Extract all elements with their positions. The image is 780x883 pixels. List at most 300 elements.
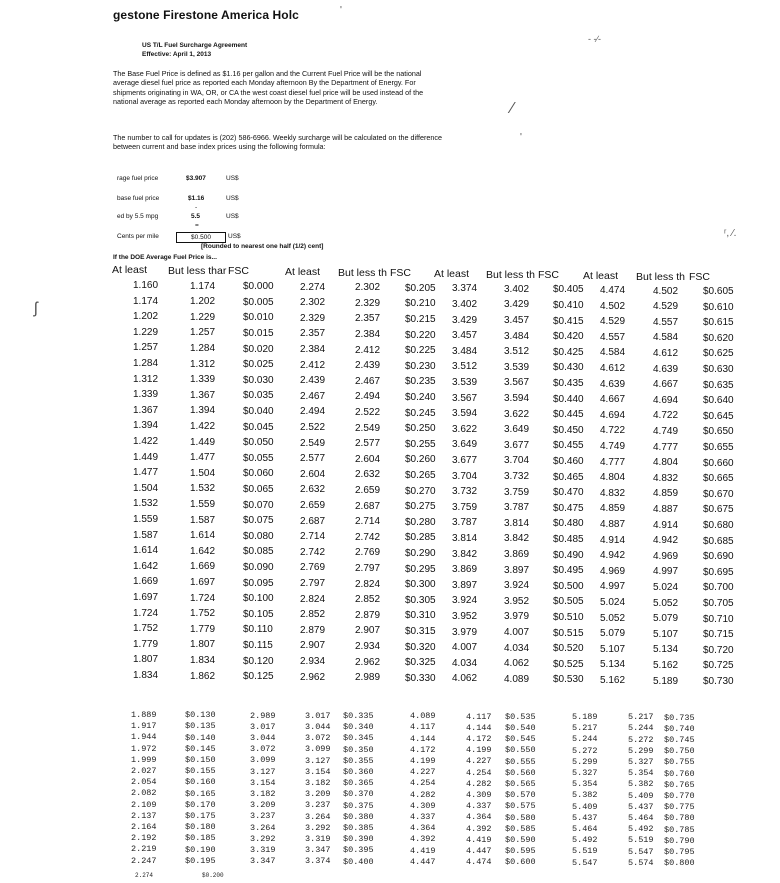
table-cell: 4.942 (600, 550, 626, 562)
table-cell: 3.842 (452, 548, 478, 560)
table-cell: 2.604 (355, 453, 381, 465)
table-cell: 4.557 (653, 316, 679, 328)
scan-mark: ' (520, 132, 522, 143)
table-cell: 1.642 (133, 560, 159, 572)
table-cell: $0.725 (703, 660, 734, 672)
table-cell: 4.227 (410, 767, 436, 778)
table-cell: 5.079 (653, 613, 679, 625)
table-cell: 5.272 (628, 734, 654, 745)
table-cell: 1.312 (133, 373, 159, 385)
table-cell: 3.044 (250, 732, 276, 743)
table-cell: $0.455 (553, 440, 584, 452)
table-cell: 1.559 (190, 498, 216, 510)
table-cell: $0.030 (243, 374, 274, 386)
table-cell: $0.130 (185, 710, 216, 721)
table-cell: 5.189 (653, 675, 679, 687)
table-cell: $0.315 (405, 625, 436, 637)
table-cell: 5.244 (572, 734, 598, 745)
table-cell: 1.202 (133, 311, 159, 323)
table-cell: 1.807 (190, 639, 216, 651)
table-cell: $0.730 (703, 676, 734, 688)
scan-mark: - -∕- (588, 34, 601, 44)
table-cell: 4.199 (466, 745, 492, 756)
table-cell: $0.300 (405, 579, 436, 591)
table-cell: 4.584 (653, 332, 679, 344)
table-cell: 2.329 (355, 297, 381, 309)
table-cell: 5.492 (628, 824, 654, 835)
table-cell: $0.115 (243, 639, 273, 651)
col-header: FSC (228, 265, 249, 277)
table-cell: 2.797 (355, 563, 381, 574)
table-cell: 3.677 (504, 439, 530, 451)
formula-unit-avg: US$ (226, 175, 239, 182)
table-cell: 2.632 (355, 469, 381, 481)
scan-mark: ʳ, ⁄. (724, 228, 737, 239)
table-cell: $0.610 (703, 301, 734, 313)
table-cell: $0.135 (185, 721, 216, 732)
table-cell: 2.604 (300, 468, 326, 480)
table-cell: $0.800 (664, 858, 695, 869)
table-cell: 1.944 (131, 732, 157, 743)
table-cell: 4.914 (653, 519, 679, 531)
table-cell: 3.237 (305, 800, 331, 811)
table-cell: $0.415 (553, 315, 584, 327)
table-cell: 4.997 (600, 581, 626, 593)
table-cell: 4.117 (410, 722, 436, 733)
table-cell: $0.240 (405, 391, 436, 403)
table-cell: 4.529 (653, 301, 679, 313)
trailing-fsc: $0.200 (202, 872, 224, 879)
table-cell: 5.162 (653, 659, 679, 671)
table-cell: $0.435 (553, 378, 584, 389)
table-cell: 1.449 (190, 436, 216, 448)
table-cell: $0.120 (243, 655, 274, 667)
table-cell: 1.752 (133, 623, 159, 635)
table-cell: 1.587 (133, 529, 159, 541)
cents-per-mile-box: $0.500 (176, 232, 226, 243)
formula-label-mpg: ed by 5.5 mpg (117, 213, 159, 220)
table-cell: $0.645 (703, 410, 734, 422)
table-cell: 4.694 (653, 394, 679, 406)
table-cell: 3.182 (250, 788, 276, 799)
table-cell: 2.302 (300, 297, 326, 309)
table-cell: $0.665 (703, 473, 734, 485)
table-cell: 3.264 (305, 811, 331, 822)
table-cell: 3.732 (452, 486, 478, 498)
table-cell: 3.842 (504, 533, 530, 545)
table-cell: $0.445 (553, 409, 584, 421)
table-cell: $0.740 (664, 723, 695, 734)
table-cell: 3.512 (452, 361, 478, 373)
table-cell: 2.714 (300, 531, 326, 543)
table-cell: 4.172 (410, 744, 436, 755)
table-cell: $0.620 (703, 332, 734, 344)
table-cell: $0.600 (505, 857, 536, 868)
table-cell: $0.540 (505, 722, 536, 733)
table-cell: $0.670 (703, 488, 734, 500)
table-cell: $0.195 (185, 855, 216, 866)
table-cell: $0.675 (703, 504, 734, 516)
table-cell: 4.419 (466, 834, 492, 845)
base-fuel-paragraph: The Base Fuel Price is defined as $1.16 per gallon and the Current Fuel Price will be the national average diesel fuel price as reported each Monday afternoon By the Department of Energy. For shipments originating in WA, OR, or CA the west coast diesel fuel price will be used instead of the national average as reported each Monday afternoon by the Department of Energy. (113, 69, 424, 107)
table-cell: 4.474 (466, 857, 492, 868)
table-cell: 3.539 (504, 361, 530, 373)
table-cell: 1.477 (190, 452, 216, 464)
table-cell: 1.394 (133, 420, 159, 432)
scan-mark: ⁄ (511, 100, 514, 117)
table-cell: 4.804 (653, 457, 679, 469)
table-cell: 2.412 (355, 344, 381, 356)
formula-label-base: base fuel price (117, 195, 160, 202)
table-cell: 2.934 (300, 656, 326, 668)
table-cell: 5.217 (628, 712, 654, 723)
table-cell: 4.089 (410, 711, 436, 722)
table-cell: 3.649 (452, 439, 478, 451)
table-cell: 3.897 (504, 564, 530, 576)
table-cell: 3.182 (305, 777, 331, 788)
table-cell: $0.175 (185, 811, 216, 822)
table-cell: 4.282 (410, 789, 436, 800)
table-cell: $0.080 (243, 530, 274, 542)
table-cell: $0.230 (405, 360, 436, 372)
document-title: gestone Firestone America Holc (113, 8, 299, 22)
table-cell: 2.247 (131, 855, 157, 866)
formula-unit-cpm: US$ (228, 233, 241, 240)
table-cell: $0.545 (505, 734, 536, 745)
table-cell: 3.402 (452, 298, 478, 310)
table-cell: 1.339 (133, 389, 159, 401)
table-cell: 5.327 (628, 757, 654, 768)
table-cell: 3.099 (305, 744, 331, 755)
scan-mark: ' (340, 5, 342, 16)
table-cell: 2.659 (355, 485, 381, 496)
table-cell: $0.390 (343, 834, 374, 845)
table-cell: 4.859 (653, 488, 679, 500)
table-cell: $0.520 (553, 643, 584, 655)
table-cell: 4.447 (466, 845, 492, 856)
table-cell: 1.642 (190, 545, 216, 557)
table-cell: $0.210 (405, 298, 436, 310)
table-cell: $0.430 (553, 362, 584, 374)
formula-operator-equals: = (195, 222, 199, 229)
table-cell: $0.710 (703, 613, 734, 625)
formula-unit-base: US$ (226, 195, 239, 202)
table-cell: $0.510 (553, 612, 584, 623)
table-cell: $0.280 (405, 516, 436, 528)
table-cell: $0.340 (343, 722, 374, 733)
table-cell: 2.549 (300, 437, 326, 449)
table-cell: 3.429 (504, 299, 530, 311)
formula-value-avg: $3.907 (186, 175, 206, 182)
table-cell: $0.770 (664, 790, 695, 801)
table-cell: $0.790 (664, 835, 695, 846)
table-cell: 2.439 (355, 360, 381, 372)
table-cell: $0.615 (703, 317, 734, 329)
table-cell: 4.392 (466, 823, 492, 834)
table-cell: 1.779 (133, 638, 159, 650)
table-cell: 4.639 (600, 378, 626, 390)
table-cell: $0.265 (405, 469, 436, 481)
table-cell: 1.449 (133, 451, 159, 463)
table-cell: 4.749 (600, 440, 626, 452)
table-cell: 4.034 (452, 657, 478, 669)
table-cell: 2.384 (355, 329, 381, 340)
table-cell: 2.467 (355, 375, 381, 387)
table-cell: $0.525 (553, 658, 584, 670)
table-cell: 3.787 (452, 517, 478, 529)
table-cell: 4.969 (653, 550, 679, 562)
table-cell: 5.134 (653, 644, 679, 656)
table-cell: 2.769 (355, 547, 381, 559)
table-cell: 2.329 (300, 312, 326, 324)
table-cell: 4.969 (600, 565, 626, 577)
table-cell: 2.384 (300, 344, 326, 356)
table-cell: 1.504 (133, 482, 159, 494)
table-cell: $0.345 (343, 733, 374, 744)
table-cell: 2.467 (300, 390, 326, 402)
table-cell: 3.319 (305, 833, 331, 844)
table-cell: 3.759 (504, 486, 530, 498)
table-cell: 5.107 (600, 643, 626, 655)
table-cell: $0.755 (664, 757, 695, 768)
table-cell: 4.419 (410, 845, 436, 856)
table-cell: $0.205 (405, 282, 436, 294)
table-cell: $0.145 (185, 743, 216, 754)
table-cell: 1.614 (190, 530, 216, 542)
effective-date: Effective: April 1, 2013 (142, 51, 212, 58)
table-cell: 4.777 (653, 441, 679, 453)
table-cell: 3.127 (250, 766, 276, 777)
table-cell: 5.437 (572, 812, 598, 823)
table-cell: 1.697 (190, 576, 216, 588)
col-header: But less th (486, 269, 536, 281)
table-cell: 4.804 (600, 472, 626, 484)
table-cell: $0.795 (664, 846, 695, 857)
table-cell: $0.220 (405, 329, 436, 341)
table-cell: $0.565 (505, 778, 536, 789)
table-cell: 4.337 (466, 801, 492, 812)
table-cell: 3.539 (452, 376, 478, 388)
table-cell: $0.255 (405, 438, 436, 450)
table-cell: $0.460 (553, 456, 584, 467)
table-cell: $0.640 (703, 395, 734, 407)
table-cell: 3.897 (452, 579, 478, 591)
table-cell: $0.735 (664, 712, 695, 723)
table-cell: 2.137 (131, 810, 157, 821)
table-cell: $0.190 (185, 844, 216, 855)
formula-unit-mpg: US$ (226, 213, 239, 220)
table-cell: $0.785 (664, 824, 695, 835)
table-cell: 3.347 (250, 856, 276, 867)
table-cell: $0.450 (553, 424, 584, 436)
table-cell: 3.952 (452, 610, 478, 622)
table-cell: $0.440 (553, 393, 584, 405)
table-cell: $0.035 (243, 390, 274, 402)
table-cell: $0.125 (243, 671, 274, 683)
table-cell: 4.529 (600, 316, 626, 328)
table-cell: 2.687 (355, 500, 381, 512)
table-cell: 2.907 (355, 625, 381, 637)
table-cell: 4.364 (466, 812, 492, 823)
table-cell: 3.649 (504, 424, 530, 436)
table-cell: 4.667 (653, 379, 679, 391)
table-cell: 2.494 (300, 406, 326, 418)
table-cell: 1.284 (190, 342, 216, 354)
table-cell: $0.635 (703, 379, 734, 391)
table-cell: 4.144 (466, 722, 492, 733)
table-cell: 2.879 (355, 609, 381, 621)
table-cell: $0.110 (243, 624, 273, 636)
table-cell: 1.724 (190, 592, 216, 604)
table-cell: $0.580 (505, 812, 536, 823)
table-cell: 1.367 (133, 404, 159, 416)
table-cell: 1.917 (131, 721, 157, 732)
table-cell: 1.834 (133, 670, 159, 681)
trailing-at-least: 2.274 (135, 872, 154, 879)
table-cell: 3.017 (305, 710, 331, 721)
table-cell: 1.834 (190, 654, 216, 666)
table-cell: 2.989 (355, 672, 381, 684)
table-cell: 2.027 (131, 766, 157, 776)
table-cell: 2.852 (355, 594, 381, 606)
table-cell: $0.005 (243, 296, 274, 308)
table-cell: 3.787 (504, 502, 530, 514)
table-cell: 3.072 (250, 744, 276, 755)
table-cell: 3.924 (504, 580, 530, 592)
table-cell: 5.272 (572, 745, 598, 756)
table-cell: $0.745 (664, 734, 695, 745)
table-cell: 1.174 (133, 295, 159, 307)
table-cell: $0.370 (343, 789, 374, 800)
table-cell: $0.495 (553, 565, 584, 577)
agreement-title: US T/L Fuel Surcharge Agreement (142, 42, 248, 49)
table-cell: $0.485 (553, 534, 584, 545)
table-cell: 1.807 (133, 654, 159, 666)
table-cell: $0.090 (243, 561, 274, 573)
table-cell: 2.522 (355, 407, 381, 418)
table-cell: 3.594 (504, 393, 530, 405)
table-cell: $0.695 (703, 566, 734, 578)
table-cell: 5.437 (628, 801, 654, 812)
table-cell: 5.327 (572, 768, 598, 778)
table-cell: 2.082 (131, 788, 157, 799)
table-cell: 2.219 (131, 844, 157, 855)
table-cell: $0.270 (405, 485, 436, 497)
table-cell: 1.504 (190, 467, 216, 479)
table-cell: $0.355 (343, 755, 374, 766)
table-cell: 4.309 (466, 789, 492, 800)
table-cell: 5.299 (572, 756, 598, 767)
table-cell: 4.007 (504, 627, 530, 639)
table-cell: 3.622 (504, 408, 530, 420)
table-cell: 2.357 (300, 328, 326, 340)
table-cell: 3.869 (452, 564, 478, 576)
table-cell: 4.089 (504, 673, 530, 685)
table-cell: 3.127 (305, 755, 331, 766)
col-header: FSC (390, 267, 411, 279)
table-cell: 5.519 (628, 835, 654, 846)
table-cell: 4.859 (600, 503, 626, 515)
table-cell: 5.079 (600, 628, 626, 640)
col-header: At least (112, 264, 148, 276)
col-header: FSC (689, 271, 710, 283)
table-cell: $0.000 (243, 281, 274, 293)
table-cell: $0.535 (505, 711, 536, 722)
table-cell: 1.724 (133, 607, 159, 619)
table-cell: 4.144 (410, 733, 436, 744)
table-cell: 4.254 (410, 778, 436, 789)
table-cell: 3.457 (504, 315, 530, 327)
table-cell: $0.225 (405, 345, 436, 357)
table-cell: $0.245 (405, 407, 436, 419)
table-cell: 3.099 (250, 755, 276, 766)
table-cell: 3.567 (504, 377, 530, 389)
table-cell: $0.395 (343, 845, 374, 856)
table-cell: 4.474 (600, 284, 626, 296)
table-cell: 3.429 (452, 314, 478, 326)
table-cell: 3.952 (504, 595, 530, 607)
table-cell: $0.330 (405, 672, 436, 684)
table-cell: 2.659 (300, 500, 326, 512)
table-cell: 4.832 (653, 472, 679, 484)
table-cell: 1.889 (131, 710, 157, 720)
formula-label-avg: rage fuel price (117, 175, 159, 182)
table-cell: 3.292 (305, 822, 331, 833)
col-header: FSC (538, 269, 559, 281)
table-cell: 1.532 (133, 498, 159, 510)
table-cell: 3.704 (452, 470, 478, 482)
formula-value-mpg: 5.5 (191, 213, 201, 220)
scan-mark: ʃ (34, 300, 38, 317)
table-cell: $0.380 (343, 811, 374, 822)
table-cell: 2.824 (355, 578, 381, 590)
table-cell: $0.150 (185, 755, 216, 766)
table-cell: 5.217 (572, 723, 598, 734)
table-cell: 2.632 (300, 484, 326, 496)
table-cell: 4.117 (466, 711, 492, 722)
table-cell: 2.192 (131, 833, 157, 844)
table-cell: 2.439 (300, 375, 326, 387)
table-cell: 5.464 (628, 813, 654, 824)
table-cell: $0.760 (664, 768, 695, 779)
table-cell: 5.409 (628, 790, 654, 801)
table-cell: 5.162 (600, 674, 626, 686)
table-cell: $0.590 (505, 834, 536, 845)
table-cell: 5.052 (600, 612, 626, 624)
table-cell: 4.007 (452, 642, 478, 654)
table-cell: $0.560 (505, 767, 536, 778)
table-cell: 4.777 (600, 456, 626, 468)
table-cell: $0.705 (703, 598, 734, 610)
table-cell: $0.185 (185, 833, 216, 844)
table-cell: 4.502 (600, 300, 626, 312)
table-cell: 2.357 (355, 313, 381, 325)
table-cell: 2.962 (355, 656, 381, 668)
table-cell: 2.274 (300, 281, 326, 293)
table-cell: $0.500 (553, 580, 584, 592)
table-cell: 1.999 (131, 754, 157, 765)
table-cell: 2.962 (300, 671, 326, 683)
col-header: But less thar (168, 265, 227, 277)
table-cell: 1.614 (133, 545, 159, 557)
table-cell: 5.464 (572, 824, 598, 834)
table-cell: 5.354 (572, 779, 598, 790)
table-cell: 4.364 (410, 823, 436, 834)
table-cell: 1.160 (133, 280, 159, 291)
col-header: At least (434, 268, 470, 280)
table-cell: $0.105 (243, 608, 274, 620)
table-cell: $0.365 (343, 778, 374, 789)
